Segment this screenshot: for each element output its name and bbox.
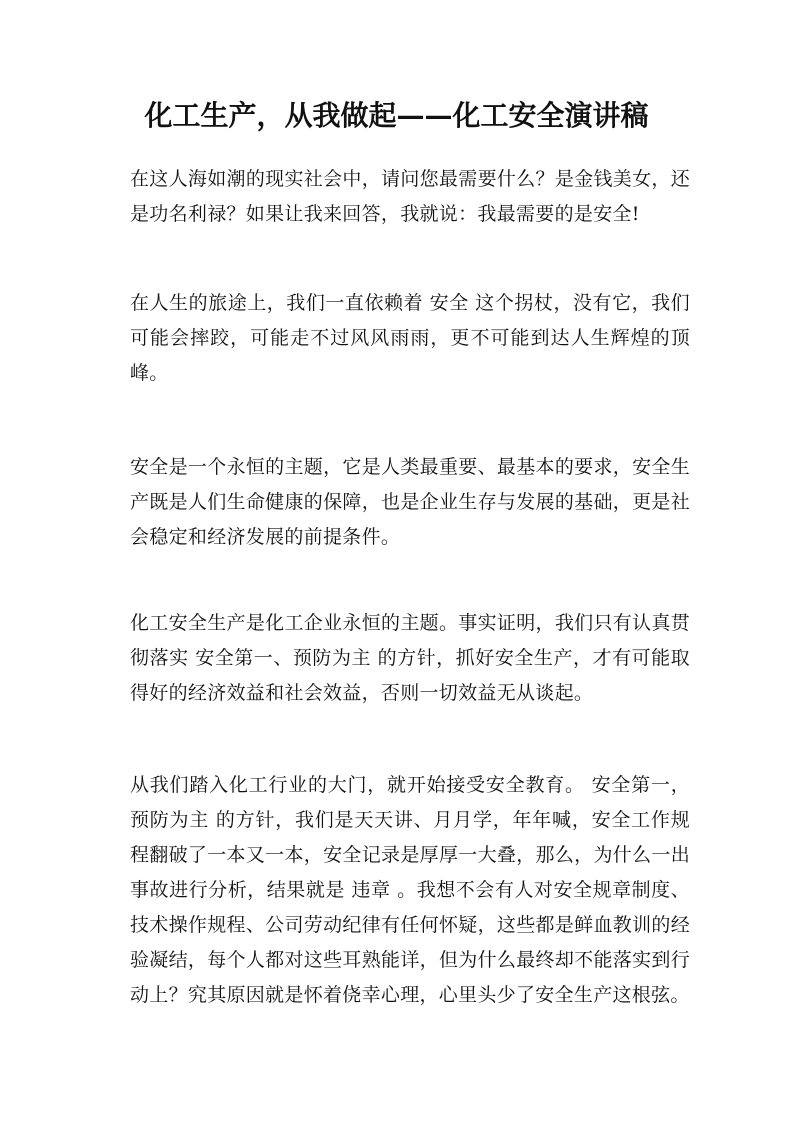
paragraph-1: 在这人海如潮的现实社会中，请问您最需要什么？是金钱美女，还是功名利禄？如果让我来回答，我就说：我最需要的是安全! [130, 168, 690, 225]
paragraph-4: 化工安全生产是化工企业永恒的主题。事实证明，我们只有认真贯彻落实 安全第一、预防为主 的方针，抓好安全生产，才有可能取得好的经济效益和社会效益，否则一切效益无从谈起。 [130, 612, 690, 704]
paragraph-5: 从我们踏入化工行业的大门，就开始接受安全教育。 安全第一，预防为主 的方针，我们是天天讲、月月学，年年喊，安全工作规程翻破了一本又一本，安全记录是厚厚一大叠，那么，为什么一出事故进行分析，结果就是 违章 。我想不会有人对安全规章制度、技术操作规程、公司劳动纪律有任何怀疑，这些都是鲜血教训的经验凝结，每个人都对这些耳熟能详，但为什么最终却不能落实到行动上？究其原因就是怀着侥幸心理，心里头少了安全生产这根弦。 [130, 774, 690, 1006]
paragraph-3: 安全是一个永恒的主题，它是人类最重要、最基本的要求，安全生产既是人们生命健康的保障，也是企业生存与发展的基础，更是社会稳定和经济发展的前提条件。 [130, 456, 690, 548]
paragraph-2: 在人生的旅途上，我们一直依赖着 安全 这个拐杖，没有它，我们可能会摔跤，可能走不过风风雨雨，更不可能到达人生辉煌的顶峰。 [130, 292, 690, 384]
document-title: 化工生产，从我做起——化工安全演讲稿 [144, 99, 649, 132]
